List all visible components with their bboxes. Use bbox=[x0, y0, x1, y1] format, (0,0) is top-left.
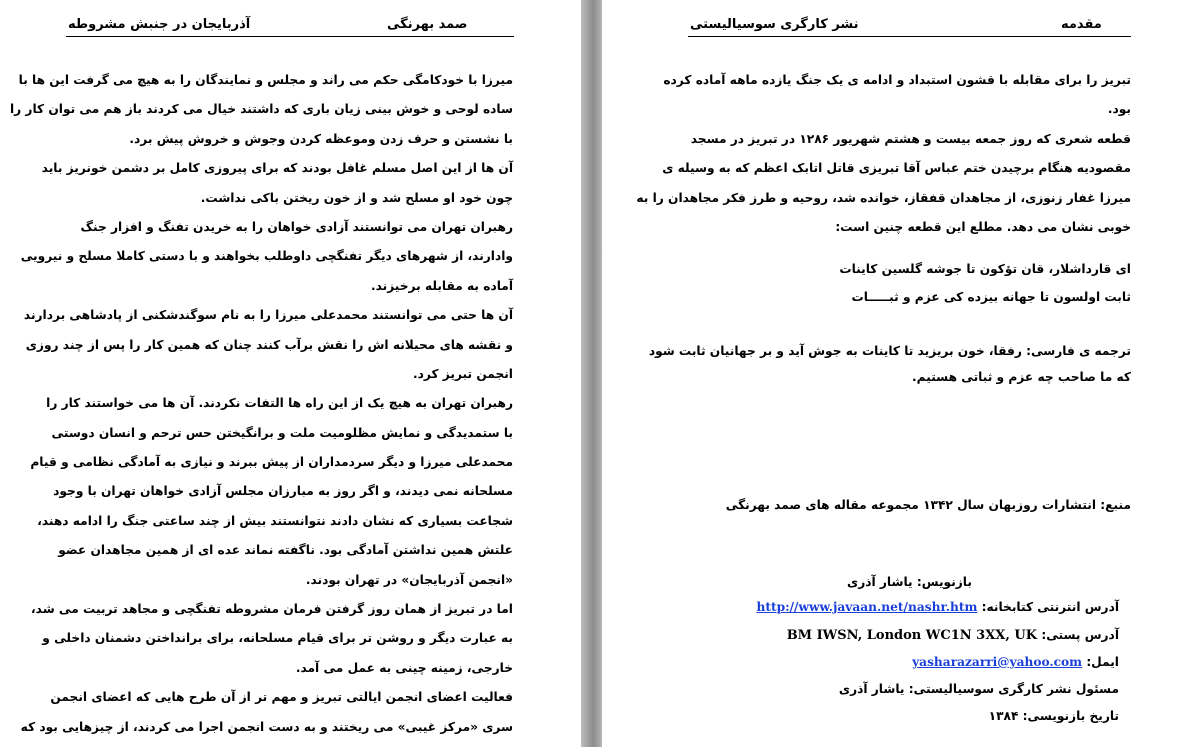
right-page bbox=[602, 0, 1183, 747]
credits-block bbox=[688, 570, 1131, 729]
paragraph bbox=[10, 66, 513, 154]
postal-address: BM IWSN, London WC‎1N 3XX, UK bbox=[786, 628, 1038, 643]
text-line: میرزا با خودکامگی حکم می راند و مجلس و نمایندگان را به هیچ می گرفت این ها با bbox=[18, 73, 513, 87]
text-line: قطعه شعری که روز جمعه بیست و هشتم شهریور ۱۲۸۶ در تبریز در مسجد bbox=[690, 131, 1131, 146]
paragraph bbox=[31, 595, 513, 683]
left-page bbox=[0, 0, 581, 747]
paragraph bbox=[663, 66, 1131, 125]
paragraph bbox=[41, 154, 513, 213]
text-line: محمدعلی میرزا و دیگر سردمداران از پیش ببرند و نیازی به آمادگی نظامی و قیام bbox=[30, 455, 513, 470]
text-line: آماده به مقابله برخیزند. bbox=[370, 278, 513, 293]
text-line: تبریز را برای مقابله با قشون استبداد و ادامه ی یک جنگ یازده ماهه آماده کرده bbox=[663, 73, 1131, 87]
paragraph bbox=[20, 213, 513, 301]
left-header-title: آذربایجان در جنبش مشروطه bbox=[68, 17, 251, 32]
email-row bbox=[688, 649, 1131, 676]
responsible: مسئول نشر کارگری سوسیالیستی: یاشار آذری bbox=[838, 682, 1119, 696]
text-line: «انجمن آذربایجان» در تهران بودند. bbox=[305, 572, 513, 587]
email-label: ایمل: bbox=[1086, 655, 1119, 669]
text-line: میرزا غفار زنوزی، از مجاهدان قفقاز، خوانده شد، روحیه و طرز فکر مجاهدان را به bbox=[636, 190, 1131, 205]
text-line: وادارند، از شهرهای دیگر تفنگچی داوطلب بخواهند و با دستی کاملا مسلح و نیرویی bbox=[20, 249, 513, 264]
paragraph bbox=[636, 125, 1131, 243]
text-line: و نقشه های محیلانه اش را نقش برآب کنند چنان که همین کار را پس از چند روزی bbox=[25, 337, 513, 352]
text-line: ساده لوحی و خوش بینی زیان باری که داشتند خیال می کردند باز هم می توان کار را bbox=[10, 102, 513, 117]
library-link[interactable]: http://www.javaan.net/nashr.htm bbox=[756, 600, 978, 614]
left-body-text bbox=[10, 66, 513, 742]
text-line: شجاعت بسیاری که نشان دادند نتوانستند بیش از چند ساعتی جنگ را ادامه دهند، bbox=[37, 513, 513, 528]
poem-line: ای قارداشلار، قان تؤکون تا جوشه گلسین کاینات bbox=[839, 262, 1131, 276]
text-line: مسلحانه نمی دیدند، و اگر روز به مبارزان مجلس آزادی خواهان تهران با وجود bbox=[53, 484, 513, 499]
text-line: با ستمدیدگی و نمایش مظلومیت ملت و برانگیختن حس ترحم و انسان دوستی bbox=[51, 425, 513, 440]
poem bbox=[688, 255, 1131, 311]
text-line: بود. bbox=[1107, 102, 1131, 117]
text-line: آن ها از این اصل مسلم غافل بودند که برای پیروزی کامل بر دشمن خونریز باید bbox=[41, 161, 513, 176]
postal-label: آدرس پستی: bbox=[1041, 628, 1119, 642]
text-line: علتش همین نداشتن آمادگی بود. ناگفته نماند عده ای از همین مجاهدان عضو bbox=[58, 543, 513, 558]
retype-date: تاریخ بازنویسی: ۱۳۸۴ bbox=[988, 709, 1119, 723]
poem-line: ثابت اولسون تا جهانه بیزده کی عزم و ثبـــــات bbox=[851, 290, 1131, 304]
text-line: رهبران تهران می توانستند آزادی خواهان را به خریدن تفنگ و افزار جنگ bbox=[80, 219, 513, 234]
library-label: آدرس انترنتی کتابخانه: bbox=[981, 600, 1119, 614]
text-line: سری «مرکز غیبی» می ریختند و به دست انجمن اجرا می کردند، از چیزهایی بود که bbox=[20, 719, 513, 734]
paragraph bbox=[20, 683, 513, 742]
translation-line: که ما صاحب چه عزم و ثباتی هستیم. bbox=[912, 370, 1131, 384]
text-line: انجمن تبریز کرد. bbox=[412, 366, 513, 381]
email-link[interactable]: yasharazarri@yahoo.com bbox=[912, 655, 1083, 669]
paragraph bbox=[30, 389, 513, 595]
left-header-rule bbox=[66, 36, 514, 37]
right-intro-text bbox=[636, 66, 1131, 242]
text-line: آن ها حتی می توانستند محمدعلی میرزا را به نام سوگندشکنی از پادشاهی بردارند bbox=[23, 308, 513, 323]
retyped-by: بازنویس: یاشار آذری bbox=[847, 575, 972, 589]
text-line: فعالیت اعضای انجمن ایالتی تبریز و مهم تر از آن طرح هایی که اعضای انجمن bbox=[50, 690, 513, 705]
text-line: به عبارت دیگر و روشن تر برای قیام مسلحانه، برای برانداختن دشمنان داخلی و bbox=[42, 631, 513, 646]
right-header-section: مقدمه bbox=[1061, 17, 1102, 32]
library-row bbox=[688, 594, 1131, 621]
text-line: چون خود او مسلح شد و از خون ریختن باکی نداشت. bbox=[200, 190, 513, 205]
text-line: خوبی نشان می دهد. مطلع این قطعه چنین است: bbox=[835, 219, 1131, 234]
postal-row bbox=[688, 621, 1131, 649]
text-line: مقصودیه هنگام برچیدن ختم عباس آقا تبریزی قاتل اتابک اعظم که به وسیله ی bbox=[662, 161, 1131, 176]
left-header-author: صمد بهرنگی bbox=[387, 17, 468, 32]
translation-line: ترجمه ی فارسی: رفقا، خون بریزید تا کاینات به جوش آید و بر جهانیان ثابت شود bbox=[648, 344, 1131, 358]
translation bbox=[648, 338, 1131, 390]
text-line: با نشستن و حرف زدن وموعظه کردن وجوش و خروش پیش برد. bbox=[129, 131, 513, 146]
paragraph bbox=[23, 301, 513, 389]
right-header-title: نشر کارگری سوسیالیستی bbox=[690, 17, 859, 32]
right-header-rule bbox=[688, 36, 1131, 37]
text-line: خارجی، زمینه چینی به عمل می آمد. bbox=[295, 660, 513, 675]
page-divider bbox=[581, 0, 602, 747]
source-line: منبع: انتشارات روزبهان سال ۱۳۴۲ مجموعه مقاله های صمد بهرنگی bbox=[725, 498, 1131, 512]
text-line: اما در تبریز از همان روز گرفتن فرمان مشروطه تفنگچی و مجاهد تربیت می شد، bbox=[31, 602, 513, 617]
text-line: رهبران تهران به هیچ یک از این راه ها التفات نکردند. آن ها می خواستند کار را bbox=[46, 396, 513, 411]
